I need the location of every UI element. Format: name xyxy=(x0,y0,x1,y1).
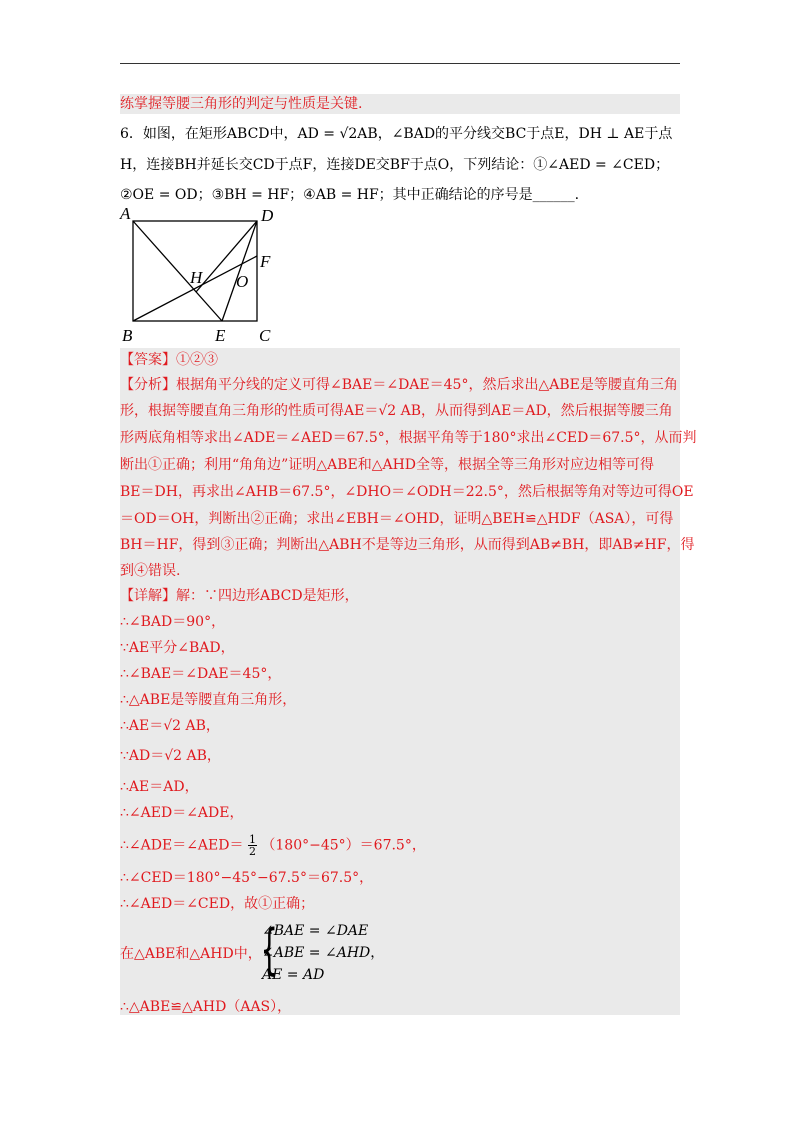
label-f: F xyxy=(260,252,271,271)
system-eq-2-text: ∠ABE = ∠AHD xyxy=(262,945,371,961)
label-o: O xyxy=(236,272,249,291)
analysis-line-7: BH＝HF，得到③正确；判断出△ABH不是等边三角形，从而得到AB≠BH，即AB≠HF，得 xyxy=(120,537,695,553)
analysis-line-5: BE＝DH，再求出∠AHB＝67.5°，∠DHO＝∠ODH＝22.5°，然后根据等角对等边可得OE xyxy=(120,484,694,500)
label-h: H xyxy=(190,268,203,287)
segment-ae xyxy=(133,221,222,321)
system-eq-1: ∠BAE = ∠DAE xyxy=(262,923,369,939)
detail-line-12: ∴∠AED＝∠CED，故①正确； xyxy=(120,896,315,912)
detail-line-11: ∴∠CED＝180°−45°−67.5°＝67.5°， xyxy=(120,870,374,886)
system-tail: ， xyxy=(370,945,385,961)
header-rule xyxy=(120,63,680,64)
detail-line-13: 在△ABE和△AHD中， xyxy=(120,946,262,962)
system-eq-2 xyxy=(262,942,384,964)
label-c: C xyxy=(259,326,271,345)
detail-line-14: ∴△ABE≌△AHD（AAS）， xyxy=(120,999,292,1015)
detail-line-5: ∴△ABE是等腰直角三角形， xyxy=(120,692,297,708)
label-d: D xyxy=(261,206,274,225)
detail-line-2: ∴∠BAD＝90°， xyxy=(120,614,226,630)
question-line-2: H，连接BH并延长交CD于点F，连接DE交BF于点O，下列结论：①∠AED = ∠CED； xyxy=(120,157,670,173)
analysis-line-8: 到④错误. xyxy=(120,563,181,579)
fraction-numerator: 1 xyxy=(248,833,256,846)
detail-line-3: ∵AE平分∠BAD， xyxy=(120,640,235,656)
detail-line-10-head: ∴∠ADE＝∠AED＝ xyxy=(120,837,244,854)
equation-system xyxy=(262,920,384,986)
question-line-3: ②OE = OD；③BH = HF；④AB = HF；其中正确结论的序号是______. xyxy=(120,187,580,203)
detail-line-10-tail: （180°−45°）＝67.5°， xyxy=(261,837,426,854)
detail-line-9: ∴∠AED＝∠ADE， xyxy=(120,805,244,821)
geometry-figure xyxy=(118,203,288,348)
label-e: E xyxy=(215,326,226,345)
header-fragment: 练掌握等腰三角形的判定与性质是关键. xyxy=(120,94,680,114)
analysis-line-1: 【分析】根据角平分线的定义可得∠BAE＝∠DAE＝45°，然后求出△ABE是等腰直角三角 xyxy=(120,377,678,393)
label-a: A xyxy=(120,204,131,223)
answer-line: 【答案】①②③ xyxy=(120,352,218,368)
detail-line-8: ∴AE＝AD， xyxy=(120,779,199,795)
detail-line-6: ∴AE＝√2 AB， xyxy=(120,718,220,734)
analysis-line-6: ＝OD＝OH，判断出②正确；求出∠EBH＝∠OHD，证明△BEH≌△HDF（ASA），可得 xyxy=(120,511,674,527)
fraction-one-half xyxy=(248,834,257,857)
analysis-line-4: 断出①正确；利用“角角边”证明△ABE和△AHD全等，根据全等三角形对应边相等可得 xyxy=(120,457,655,473)
analysis-line-2: 形，根据等腰直角三角形的性质可得AE＝√2 AB，从而得到AE＝AD，然后根据等腰三角 xyxy=(120,403,673,419)
detail-line-10 xyxy=(120,834,680,857)
question-line-1: 6．如图，在矩形ABCD中，AD = √2AB，∠BAD的平分线交BC于点E，DH ⊥ AE于点 xyxy=(120,126,673,142)
fraction-denominator: 2 xyxy=(248,845,256,858)
system-eq-3: AE = AD xyxy=(262,967,325,983)
system-brace: { xyxy=(260,918,278,981)
detail-line-7: ∵AD＝√2 AB， xyxy=(120,748,221,764)
detail-line-4: ∴∠BAE＝∠DAE＝45°， xyxy=(120,666,282,682)
analysis-line-3: 形两底角相等求出∠ADE＝∠AED＝67.5°，根据平角等于180°求出∠CED＝67.5°，从而判 xyxy=(120,430,697,446)
detail-line-1: 【详解】解：∵四边形ABCD是矩形， xyxy=(120,588,359,604)
label-b: B xyxy=(122,326,133,345)
